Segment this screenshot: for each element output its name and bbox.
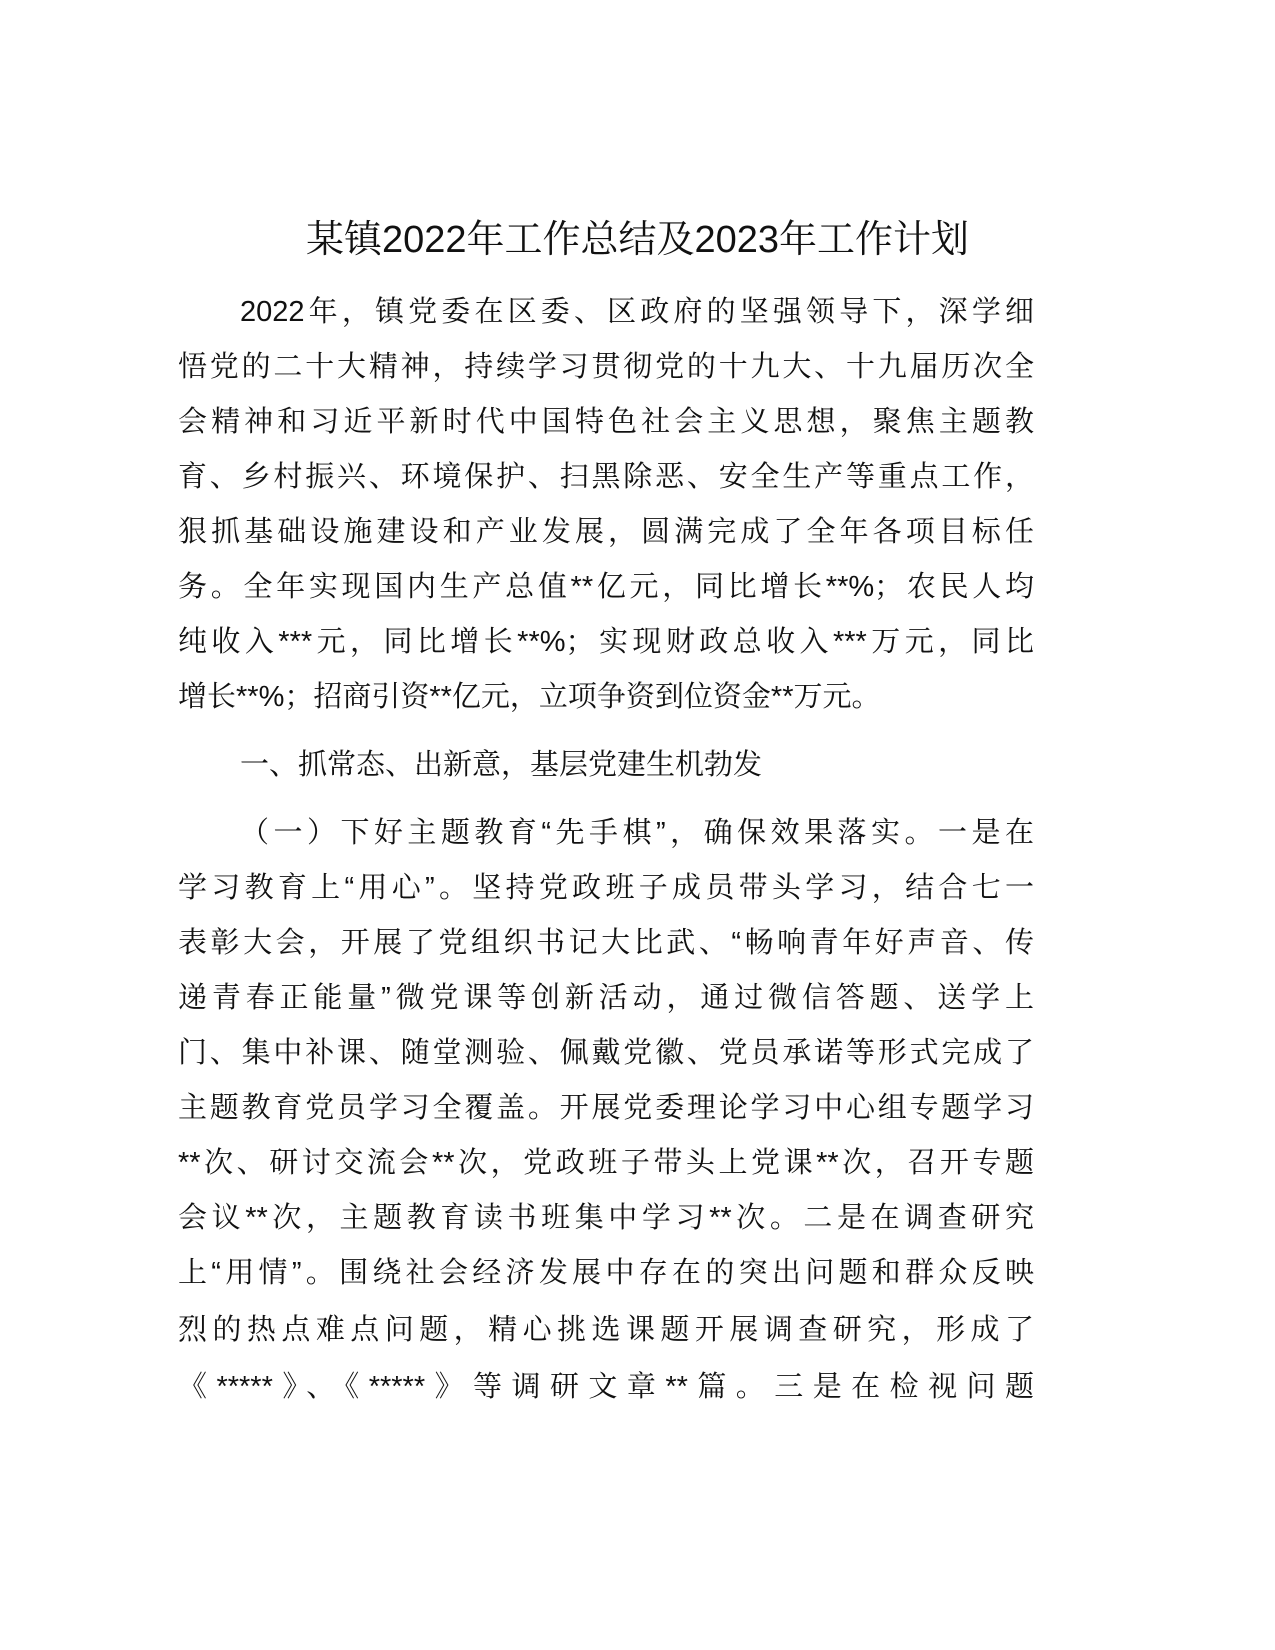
paragraph-line: 纯收入***元，同比增长**%；实现财政总收入***万元，同比	[178, 626, 1034, 658]
paragraph-line: （一）下好主题教育“先手棋”，确保效果落实。一是在	[240, 817, 1034, 849]
paragraph-line: 学习教育上“用心”。坚持党政班子成员带头学习，结合七一	[178, 872, 1034, 904]
paragraph-line: 会精神和习近平新时代中国特色社会主义思想，聚焦主题教	[178, 406, 1034, 438]
paragraph-line: 表彰大会，开展了党组织书记大比武、“畅响青年好声音、传	[178, 927, 1034, 959]
paragraph-line: 主题教育党员学习全覆盖。开展党委理论学习中心组专题学习	[178, 1092, 1034, 1124]
paragraph-line: 烈的热点难点问题，精心挑选课题开展调查研究，形成了	[178, 1314, 1034, 1346]
paragraph-line: 递青春正能量”微党课等创新活动，通过微信答题、送学上	[178, 982, 1034, 1014]
paragraph-line: 育、乡村振兴、环境保护、扫黑除恶、安全生产等重点工作，	[178, 461, 1034, 493]
paragraph-line: 务。全年实现国内生产总值**亿元，同比增长**%；农民人均	[178, 571, 1034, 603]
paragraph-line: 2022年，镇党委在区委、区政府的坚强领导下，深学细	[240, 296, 1034, 328]
document-title: 某镇2022年工作总结及2023年工作计划	[305, 219, 970, 261]
paragraph-line: 悟党的二十大精神，持续学习贯彻党的十九大、十九届历次全	[178, 351, 1034, 383]
paragraph-line: 门、集中补课、随堂测验、佩戴党徽、党员承诺等形式完成了	[178, 1037, 1034, 1069]
paragraph-line: **次、研讨交流会**次，党政班子带头上党课**次，召开专题	[178, 1147, 1034, 1179]
paragraph-line: 会议**次，主题教育读书班集中学习**次。二是在调查研究	[178, 1202, 1034, 1234]
paragraph-line: 狠抓基础设施建设和产业发展，圆满完成了全年各项目标任	[178, 516, 1034, 548]
paragraph-line: 上“用情”。围绕社会经济发展中存在的突出问题和群众反映	[178, 1257, 1034, 1289]
section-heading: 一、抓常态、出新意，基层党建生机勃发	[240, 749, 763, 781]
paragraph-line: 《*****》、《*****》等调研文章**篇。三是在检视问题	[178, 1371, 1034, 1403]
paragraph-line: 增长**%；招商引资**亿元，立项争资到位资金**万元。	[178, 681, 881, 713]
